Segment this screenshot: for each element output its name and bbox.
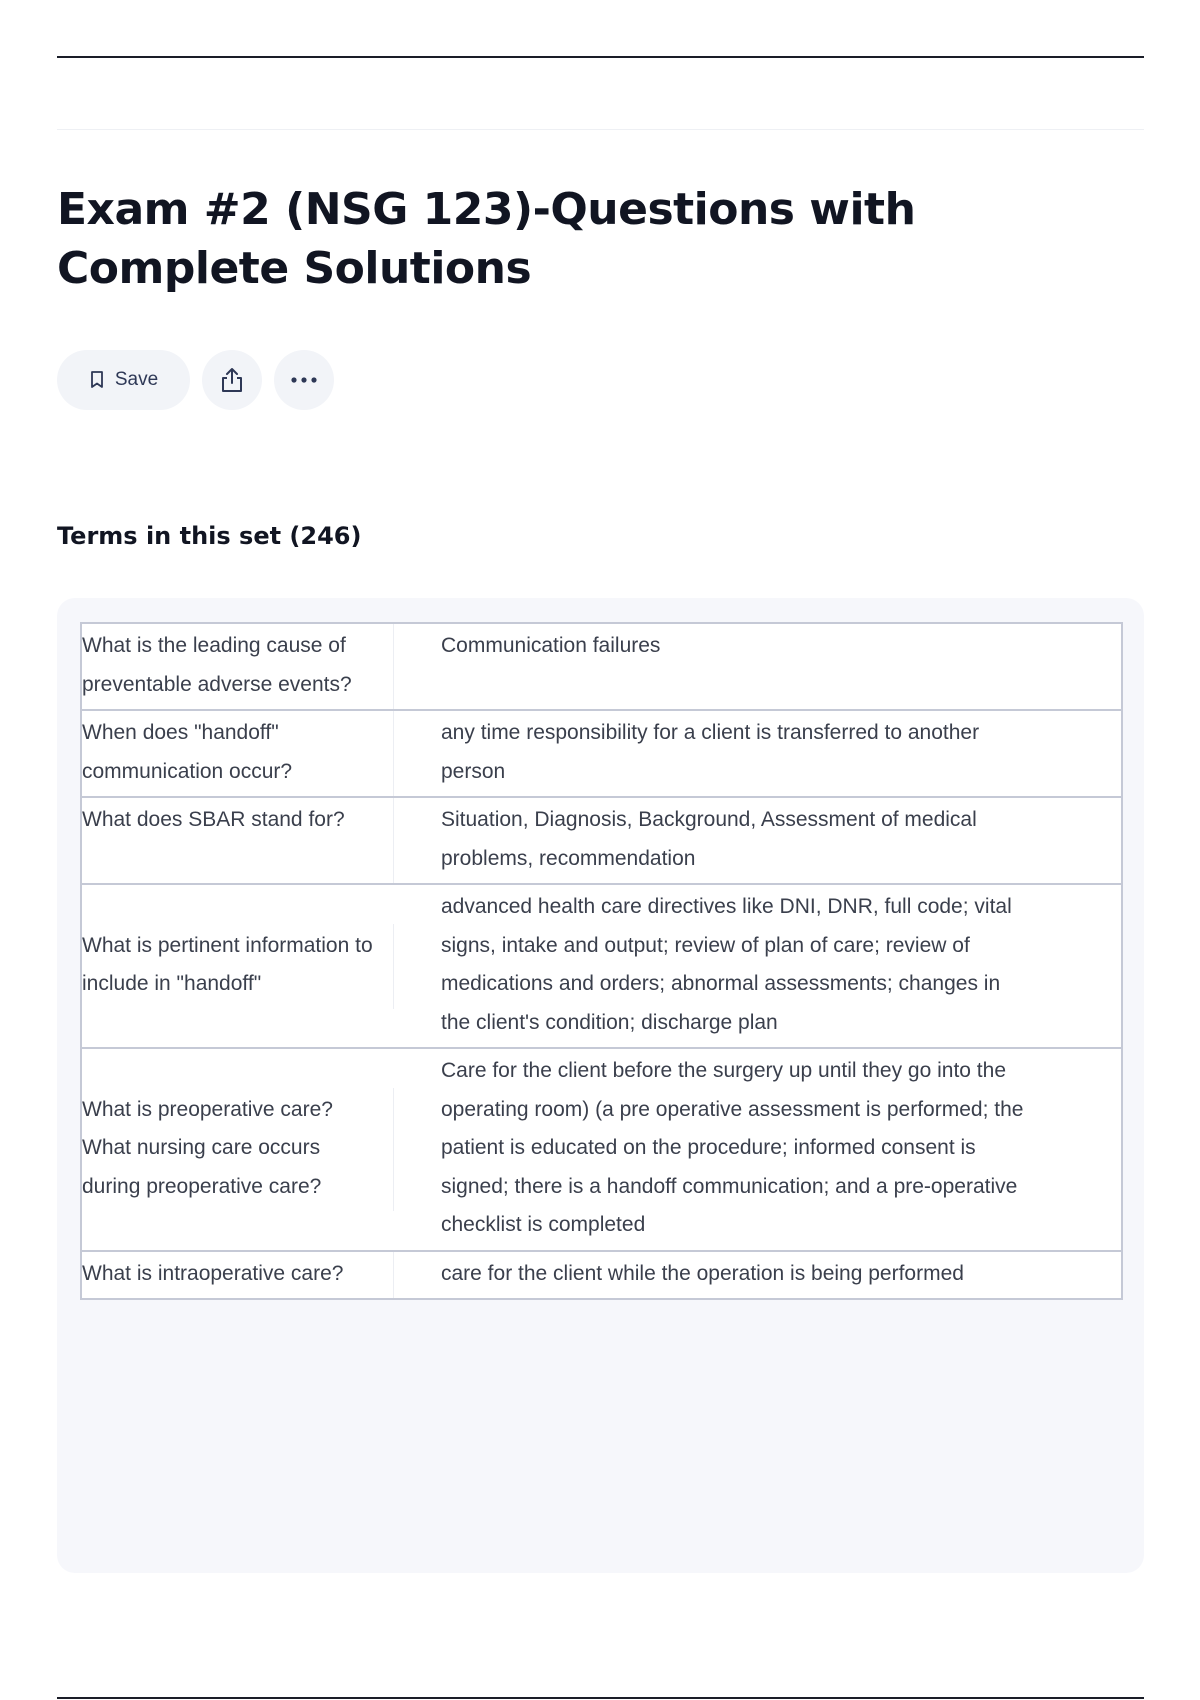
top-divider [57, 56, 1144, 58]
term-text: What does SBAR stand for? [82, 798, 394, 883]
more-icon [290, 376, 318, 384]
term-text: What is the leading cause of preventable adverse events? [82, 624, 394, 709]
page-title: Exam #2 (NSG 123)-Questions with Complete Solutions [57, 184, 916, 294]
definition-text: Situation, Diagnosis, Background, Assessment of medical problems, recommendation [441, 808, 977, 870]
definition-text: Care for the client before the surgery up until they go into the operating room) (a pre operative assessment is performed; the patient is educated on the procedure; informed consent is signed; there is a handoff communication; and a pre-operative checklist is completed [441, 1059, 1024, 1236]
term-row [80, 796, 1123, 885]
terms-heading: Terms in this set (246) [57, 522, 362, 550]
term-text: What is pertinent information to include in "handoff" [82, 924, 394, 1009]
definition-text: Communication failures [441, 634, 661, 657]
term-row [80, 1047, 1123, 1252]
term-row [80, 1250, 1123, 1301]
header-divider [57, 129, 1144, 130]
term-text: What is preoperative care? What nursing care occurs during preoperative care? [82, 1088, 394, 1212]
definition-text: care for the client while the operation is being performed [441, 1261, 964, 1285]
more-options-button[interactable] [274, 350, 334, 410]
term-row [80, 622, 1123, 711]
save-button[interactable] [57, 350, 190, 410]
action-bar [57, 350, 334, 410]
save-label: Save [114, 369, 159, 390]
term-row [80, 709, 1123, 798]
definition-text: any time responsibility for a client is transferred to another person [441, 721, 980, 783]
share-icon [219, 366, 245, 394]
share-button[interactable] [202, 350, 262, 410]
bottom-divider [57, 1697, 1144, 1699]
terms-table [80, 622, 1123, 1300]
term-row [80, 883, 1123, 1049]
definition-text: advanced health care directives like DNI, DNR, full code; vital signs, intake and output; review of plan of care; review of medications and orders; abnormal assessments; changes in the client's condition; discharge plan [441, 895, 1012, 1034]
term-text: When does "handoff" communication occur? [82, 711, 394, 796]
term-text: What is intraoperative care? [82, 1252, 394, 1299]
bookmark-icon [89, 370, 105, 390]
